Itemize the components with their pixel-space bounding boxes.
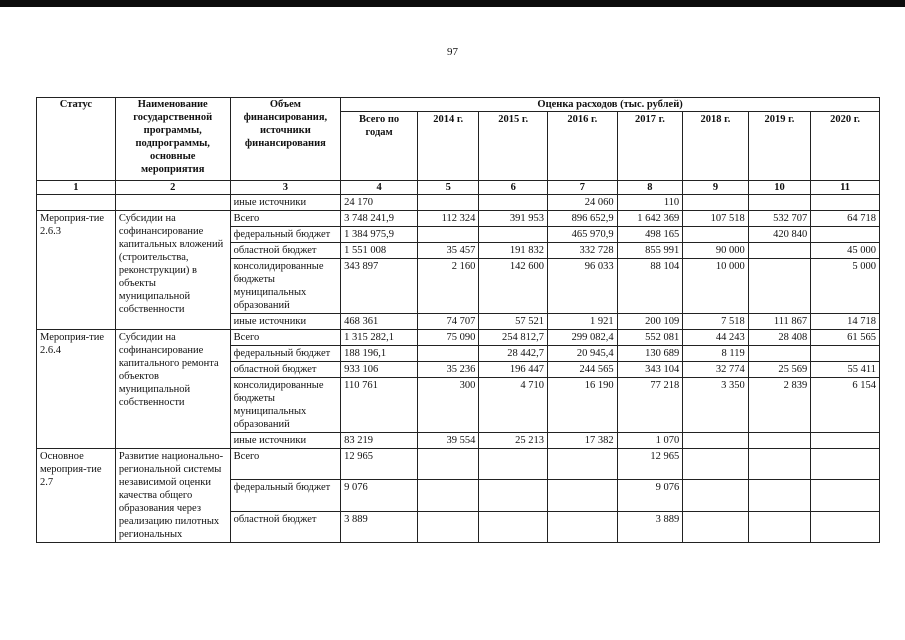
header-status: Статус	[37, 98, 116, 181]
year-value-cell	[417, 511, 478, 542]
year-value-cell	[683, 227, 749, 243]
year-value-cell: 191 832	[479, 243, 548, 259]
year-value-cell	[479, 511, 548, 542]
year-value-cell: 14 718	[811, 314, 880, 330]
header-year: 2019 г.	[748, 112, 810, 181]
column-number: 4	[341, 181, 418, 195]
expenditure-table	[36, 97, 880, 543]
year-value-cell	[417, 480, 478, 511]
header-total: Всего по годам	[341, 112, 418, 181]
funding-source-cell: консолидированные бюджеты муниципальных образований	[230, 378, 341, 433]
year-value-cell	[683, 433, 749, 449]
year-value-cell: 32 774	[683, 362, 749, 378]
column-number: 7	[548, 181, 618, 195]
year-value-cell	[683, 195, 749, 211]
year-value-cell	[748, 346, 810, 362]
funding-source-cell: Всего	[230, 449, 341, 480]
column-number: 3	[230, 181, 341, 195]
year-value-cell	[748, 433, 810, 449]
year-value-cell: 142 600	[479, 259, 548, 314]
year-value-cell	[811, 346, 880, 362]
funding-source-cell: иные источники	[230, 195, 341, 211]
year-value-cell	[811, 433, 880, 449]
funding-source-cell: областной бюджет	[230, 362, 341, 378]
year-value-cell: 1 070	[617, 433, 683, 449]
year-value-cell: 55 411	[811, 362, 880, 378]
year-value-cell: 299 082,4	[548, 330, 618, 346]
total-value-cell: 3 748 241,9	[341, 211, 418, 227]
year-value-cell	[748, 195, 810, 211]
year-value-cell	[748, 259, 810, 314]
year-value-cell	[811, 227, 880, 243]
table-row	[37, 330, 880, 346]
header-year: 2017 г.	[617, 112, 683, 181]
header-year: 2020 г.	[811, 112, 880, 181]
year-value-cell: 25 213	[479, 433, 548, 449]
column-number: 6	[479, 181, 548, 195]
year-value-cell	[548, 511, 618, 542]
year-value-cell: 45 000	[811, 243, 880, 259]
total-value-cell: 24 170	[341, 195, 418, 211]
year-value-cell: 391 953	[479, 211, 548, 227]
year-value-cell	[479, 449, 548, 480]
year-value-cell: 3 350	[683, 378, 749, 433]
year-value-cell	[811, 480, 880, 511]
year-value-cell	[417, 346, 478, 362]
funding-source-cell: Всего	[230, 211, 341, 227]
year-value-cell	[548, 449, 618, 480]
year-value-cell: 254 812,7	[479, 330, 548, 346]
year-value-cell: 35 457	[417, 243, 478, 259]
year-value-cell: 420 840	[748, 227, 810, 243]
year-value-cell: 2 839	[748, 378, 810, 433]
year-value-cell	[811, 195, 880, 211]
year-value-cell: 332 728	[548, 243, 618, 259]
funding-source-cell: консолидированные бюджеты муниципальных образований	[230, 259, 341, 314]
page-number: 97	[447, 46, 458, 58]
total-value-cell: 188 196,1	[341, 346, 418, 362]
year-value-cell	[548, 480, 618, 511]
year-value-cell: 64 718	[811, 211, 880, 227]
year-value-cell	[417, 227, 478, 243]
year-value-cell: 2 160	[417, 259, 478, 314]
year-value-cell	[683, 480, 749, 511]
year-value-cell: 24 060	[548, 195, 618, 211]
total-value-cell: 468 361	[341, 314, 418, 330]
funding-source-cell: иные источники	[230, 433, 341, 449]
column-number: 9	[683, 181, 749, 195]
year-value-cell: 39 554	[417, 433, 478, 449]
column-number: 1	[37, 181, 116, 195]
year-value-cell: 90 000	[683, 243, 749, 259]
column-number: 11	[811, 181, 880, 195]
year-value-cell: 44 243	[683, 330, 749, 346]
year-value-cell	[417, 195, 478, 211]
year-value-cell	[748, 449, 810, 480]
total-value-cell: 83 219	[341, 433, 418, 449]
table-row	[37, 449, 880, 480]
year-value-cell: 896 652,9	[548, 211, 618, 227]
table-row	[37, 195, 880, 211]
year-value-cell: 343 104	[617, 362, 683, 378]
funding-source-cell: федеральный бюджет	[230, 480, 341, 511]
year-value-cell	[748, 511, 810, 542]
year-value-cell	[479, 227, 548, 243]
year-value-cell: 107 518	[683, 211, 749, 227]
status-cell	[37, 195, 116, 211]
funding-source-cell: федеральный бюджет	[230, 227, 341, 243]
year-value-cell: 7 518	[683, 314, 749, 330]
total-value-cell: 1 551 008	[341, 243, 418, 259]
year-value-cell: 16 190	[548, 378, 618, 433]
program-name-cell	[115, 195, 230, 211]
column-number: 10	[748, 181, 810, 195]
year-value-cell: 552 081	[617, 330, 683, 346]
total-value-cell: 3 889	[341, 511, 418, 542]
year-value-cell: 196 447	[479, 362, 548, 378]
total-value-cell: 933 106	[341, 362, 418, 378]
year-value-cell: 8 119	[683, 346, 749, 362]
year-value-cell: 1 921	[548, 314, 618, 330]
header-year: 2014 г.	[417, 112, 478, 181]
year-value-cell	[811, 449, 880, 480]
year-value-cell: 74 707	[417, 314, 478, 330]
year-value-cell: 130 689	[617, 346, 683, 362]
year-value-cell: 5 000	[811, 259, 880, 314]
year-value-cell	[683, 449, 749, 480]
year-value-cell	[479, 195, 548, 211]
year-value-cell: 9 076	[617, 480, 683, 511]
column-number: 2	[115, 181, 230, 195]
funding-source-cell: федеральный бюджет	[230, 346, 341, 362]
year-value-cell	[748, 480, 810, 511]
total-value-cell: 9 076	[341, 480, 418, 511]
column-number: 5	[417, 181, 478, 195]
program-name-cell: Субсидии на софинансирование капитального ремонта объектов муниципальной собственности	[115, 330, 230, 449]
year-value-cell: 88 104	[617, 259, 683, 314]
year-value-cell	[417, 449, 478, 480]
total-value-cell: 1 384 975,9	[341, 227, 418, 243]
year-value-cell	[683, 511, 749, 542]
year-value-cell: 77 218	[617, 378, 683, 433]
funding-source-cell: областной бюджет	[230, 511, 341, 542]
year-value-cell: 12 965	[617, 449, 683, 480]
year-value-cell: 112 324	[417, 211, 478, 227]
program-name-cell: Субсидии на софинансирование капитальных вложений (строительства, реконструкции) в объекты муниципальной собственности	[115, 211, 230, 330]
year-value-cell: 855 991	[617, 243, 683, 259]
header-name: Наименование государственной программы, подпрограммы, основные мероприятия	[115, 98, 230, 181]
funding-source-cell: иные источники	[230, 314, 341, 330]
year-value-cell: 25 569	[748, 362, 810, 378]
year-value-cell: 75 090	[417, 330, 478, 346]
year-value-cell: 6 154	[811, 378, 880, 433]
year-value-cell: 28 442,7	[479, 346, 548, 362]
year-value-cell: 96 033	[548, 259, 618, 314]
total-value-cell: 110 761	[341, 378, 418, 433]
year-value-cell: 111 867	[748, 314, 810, 330]
program-name-cell: Развитие национально-региональной системы независимой оценки качества общего образования через реализацию пилотных региональных	[115, 449, 230, 543]
status-cell: Мероприя-тие 2.6.4	[37, 330, 116, 449]
year-value-cell: 61 565	[811, 330, 880, 346]
status-cell: Мероприя-тие 2.6.3	[37, 211, 116, 330]
year-value-cell	[479, 480, 548, 511]
header-year: 2015 г.	[479, 112, 548, 181]
header-volume: Объем финансирования, источники финансирования	[230, 98, 341, 181]
column-number-row	[37, 181, 880, 195]
year-value-cell: 4 710	[479, 378, 548, 433]
funding-source-cell: областной бюджет	[230, 243, 341, 259]
year-value-cell: 110	[617, 195, 683, 211]
header-year: 2018 г.	[683, 112, 749, 181]
header-estimate: Оценка расходов (тыс. рублей)	[341, 98, 880, 112]
scan-top-border	[0, 0, 905, 7]
year-value-cell: 1 642 369	[617, 211, 683, 227]
year-value-cell: 17 382	[548, 433, 618, 449]
year-value-cell: 28 408	[748, 330, 810, 346]
total-value-cell: 1 315 282,1	[341, 330, 418, 346]
header-year: 2016 г.	[548, 112, 618, 181]
year-value-cell: 532 707	[748, 211, 810, 227]
year-value-cell: 10 000	[683, 259, 749, 314]
year-value-cell: 498 165	[617, 227, 683, 243]
total-value-cell: 12 965	[341, 449, 418, 480]
year-value-cell: 244 565	[548, 362, 618, 378]
year-value-cell: 300	[417, 378, 478, 433]
total-value-cell: 343 897	[341, 259, 418, 314]
year-value-cell: 20 945,4	[548, 346, 618, 362]
column-number: 8	[617, 181, 683, 195]
table-row	[37, 211, 880, 227]
year-value-cell: 35 236	[417, 362, 478, 378]
year-value-cell	[748, 243, 810, 259]
status-cell: Основное мероприя-тие 2.7	[37, 449, 116, 543]
year-value-cell	[811, 511, 880, 542]
funding-source-cell: Всего	[230, 330, 341, 346]
year-value-cell: 465 970,9	[548, 227, 618, 243]
year-value-cell: 3 889	[617, 511, 683, 542]
year-value-cell: 200 109	[617, 314, 683, 330]
year-value-cell: 57 521	[479, 314, 548, 330]
